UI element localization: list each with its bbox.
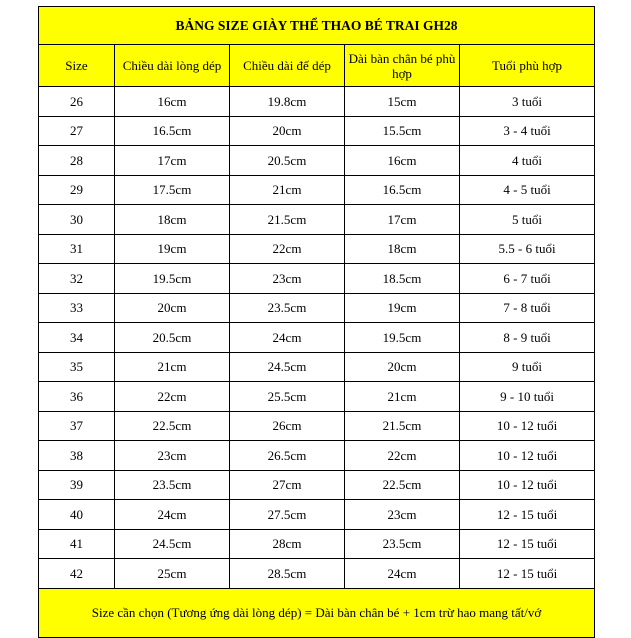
cell-outsole-length: 26cm	[230, 411, 345, 441]
cell-size: 36	[39, 382, 115, 412]
cell-age: 10 - 12 tuổi	[460, 441, 595, 471]
cell-age: 4 - 5 tuổi	[460, 175, 595, 205]
cell-size: 40	[39, 500, 115, 530]
cell-size: 26	[39, 87, 115, 117]
table-row	[39, 87, 595, 117]
cell-insole-length: 19.5cm	[115, 264, 230, 294]
cell-foot-length: 16.5cm	[345, 175, 460, 205]
cell-outsole-length: 27.5cm	[230, 500, 345, 530]
table-row	[39, 500, 595, 530]
cell-outsole-length: 27cm	[230, 470, 345, 500]
cell-foot-length: 15cm	[345, 87, 460, 117]
table-row	[39, 234, 595, 264]
cell-foot-length: 21cm	[345, 382, 460, 412]
footer-note: Size cần chọn (Tương ứng dài lòng dép) = Dài bàn chân bé + 1cm trừ hao mang tất/vớ	[39, 588, 595, 637]
cell-age: 9 - 10 tuổi	[460, 382, 595, 412]
cell-insole-length: 21cm	[115, 352, 230, 382]
column-header-outsole-length: Chiều dài đế dép	[230, 45, 345, 87]
cell-size: 37	[39, 411, 115, 441]
cell-insole-length: 19cm	[115, 234, 230, 264]
cell-insole-length: 24cm	[115, 500, 230, 530]
cell-size: 35	[39, 352, 115, 382]
cell-outsole-length: 23.5cm	[230, 293, 345, 323]
cell-size: 42	[39, 559, 115, 589]
table-row	[39, 529, 595, 559]
cell-size: 33	[39, 293, 115, 323]
cell-outsole-length: 28cm	[230, 529, 345, 559]
table-row	[39, 470, 595, 500]
cell-size: 41	[39, 529, 115, 559]
table-row	[39, 116, 595, 146]
cell-foot-length: 23cm	[345, 500, 460, 530]
cell-age: 5.5 - 6 tuổi	[460, 234, 595, 264]
table-row	[39, 205, 595, 235]
cell-outsole-length: 19.8cm	[230, 87, 345, 117]
cell-foot-length: 18.5cm	[345, 264, 460, 294]
table-row	[39, 146, 595, 176]
size-chart-table	[38, 6, 595, 638]
cell-insole-length: 20.5cm	[115, 323, 230, 353]
column-header-insole-length: Chiều dài lòng dép	[115, 45, 230, 87]
cell-age: 5 tuổi	[460, 205, 595, 235]
cell-foot-length: 20cm	[345, 352, 460, 382]
cell-foot-length: 19.5cm	[345, 323, 460, 353]
cell-size: 34	[39, 323, 115, 353]
cell-outsole-length: 25.5cm	[230, 382, 345, 412]
table-row	[39, 175, 595, 205]
table-row	[39, 559, 595, 589]
table-body	[39, 87, 595, 589]
table-row	[39, 323, 595, 353]
cell-outsole-length: 21.5cm	[230, 205, 345, 235]
cell-age: 12 - 15 tuổi	[460, 559, 595, 589]
cell-insole-length: 17cm	[115, 146, 230, 176]
cell-size: 27	[39, 116, 115, 146]
column-header-age: Tuổi phù hợp	[460, 45, 595, 87]
cell-size: 38	[39, 441, 115, 471]
cell-outsole-length: 22cm	[230, 234, 345, 264]
cell-foot-length: 22.5cm	[345, 470, 460, 500]
cell-age: 10 - 12 tuổi	[460, 411, 595, 441]
cell-age: 3 tuổi	[460, 87, 595, 117]
cell-age: 8 - 9 tuổi	[460, 323, 595, 353]
table-row	[39, 352, 595, 382]
cell-outsole-length: 20cm	[230, 116, 345, 146]
cell-foot-length: 18cm	[345, 234, 460, 264]
cell-insole-length: 17.5cm	[115, 175, 230, 205]
cell-insole-length: 20cm	[115, 293, 230, 323]
table-row	[39, 411, 595, 441]
cell-insole-length: 24.5cm	[115, 529, 230, 559]
cell-age: 12 - 15 tuổi	[460, 500, 595, 530]
cell-outsole-length: 24.5cm	[230, 352, 345, 382]
cell-foot-length: 17cm	[345, 205, 460, 235]
cell-outsole-length: 20.5cm	[230, 146, 345, 176]
cell-size: 30	[39, 205, 115, 235]
cell-age: 9 tuổi	[460, 352, 595, 382]
cell-outsole-length: 23cm	[230, 264, 345, 294]
table-row	[39, 382, 595, 412]
table-row	[39, 441, 595, 471]
cell-foot-length: 16cm	[345, 146, 460, 176]
cell-age: 4 tuổi	[460, 146, 595, 176]
cell-age: 12 - 15 tuổi	[460, 529, 595, 559]
cell-age: 3 - 4 tuổi	[460, 116, 595, 146]
cell-outsole-length: 24cm	[230, 323, 345, 353]
cell-outsole-length: 28.5cm	[230, 559, 345, 589]
cell-outsole-length: 21cm	[230, 175, 345, 205]
cell-size: 28	[39, 146, 115, 176]
cell-foot-length: 22cm	[345, 441, 460, 471]
cell-foot-length: 21.5cm	[345, 411, 460, 441]
column-header-size: Size	[39, 45, 115, 87]
cell-insole-length: 22.5cm	[115, 411, 230, 441]
cell-insole-length: 16cm	[115, 87, 230, 117]
cell-insole-length: 22cm	[115, 382, 230, 412]
table-title: BẢNG SIZE GIÀY THỂ THAO BÉ TRAI GH28	[39, 7, 595, 45]
cell-insole-length: 23.5cm	[115, 470, 230, 500]
cell-size: 39	[39, 470, 115, 500]
cell-foot-length: 15.5cm	[345, 116, 460, 146]
cell-insole-length: 16.5cm	[115, 116, 230, 146]
column-header-foot-length: Dài bàn chân bé phù hợp	[345, 45, 460, 87]
cell-foot-length: 23.5cm	[345, 529, 460, 559]
cell-foot-length: 24cm	[345, 559, 460, 589]
cell-size: 31	[39, 234, 115, 264]
table-row	[39, 264, 595, 294]
cell-insole-length: 25cm	[115, 559, 230, 589]
cell-size: 32	[39, 264, 115, 294]
cell-insole-length: 23cm	[115, 441, 230, 471]
cell-age: 6 - 7 tuổi	[460, 264, 595, 294]
table-row	[39, 293, 595, 323]
cell-age: 10 - 12 tuổi	[460, 470, 595, 500]
cell-outsole-length: 26.5cm	[230, 441, 345, 471]
cell-size: 29	[39, 175, 115, 205]
cell-foot-length: 19cm	[345, 293, 460, 323]
cell-insole-length: 18cm	[115, 205, 230, 235]
cell-age: 7 - 8 tuổi	[460, 293, 595, 323]
